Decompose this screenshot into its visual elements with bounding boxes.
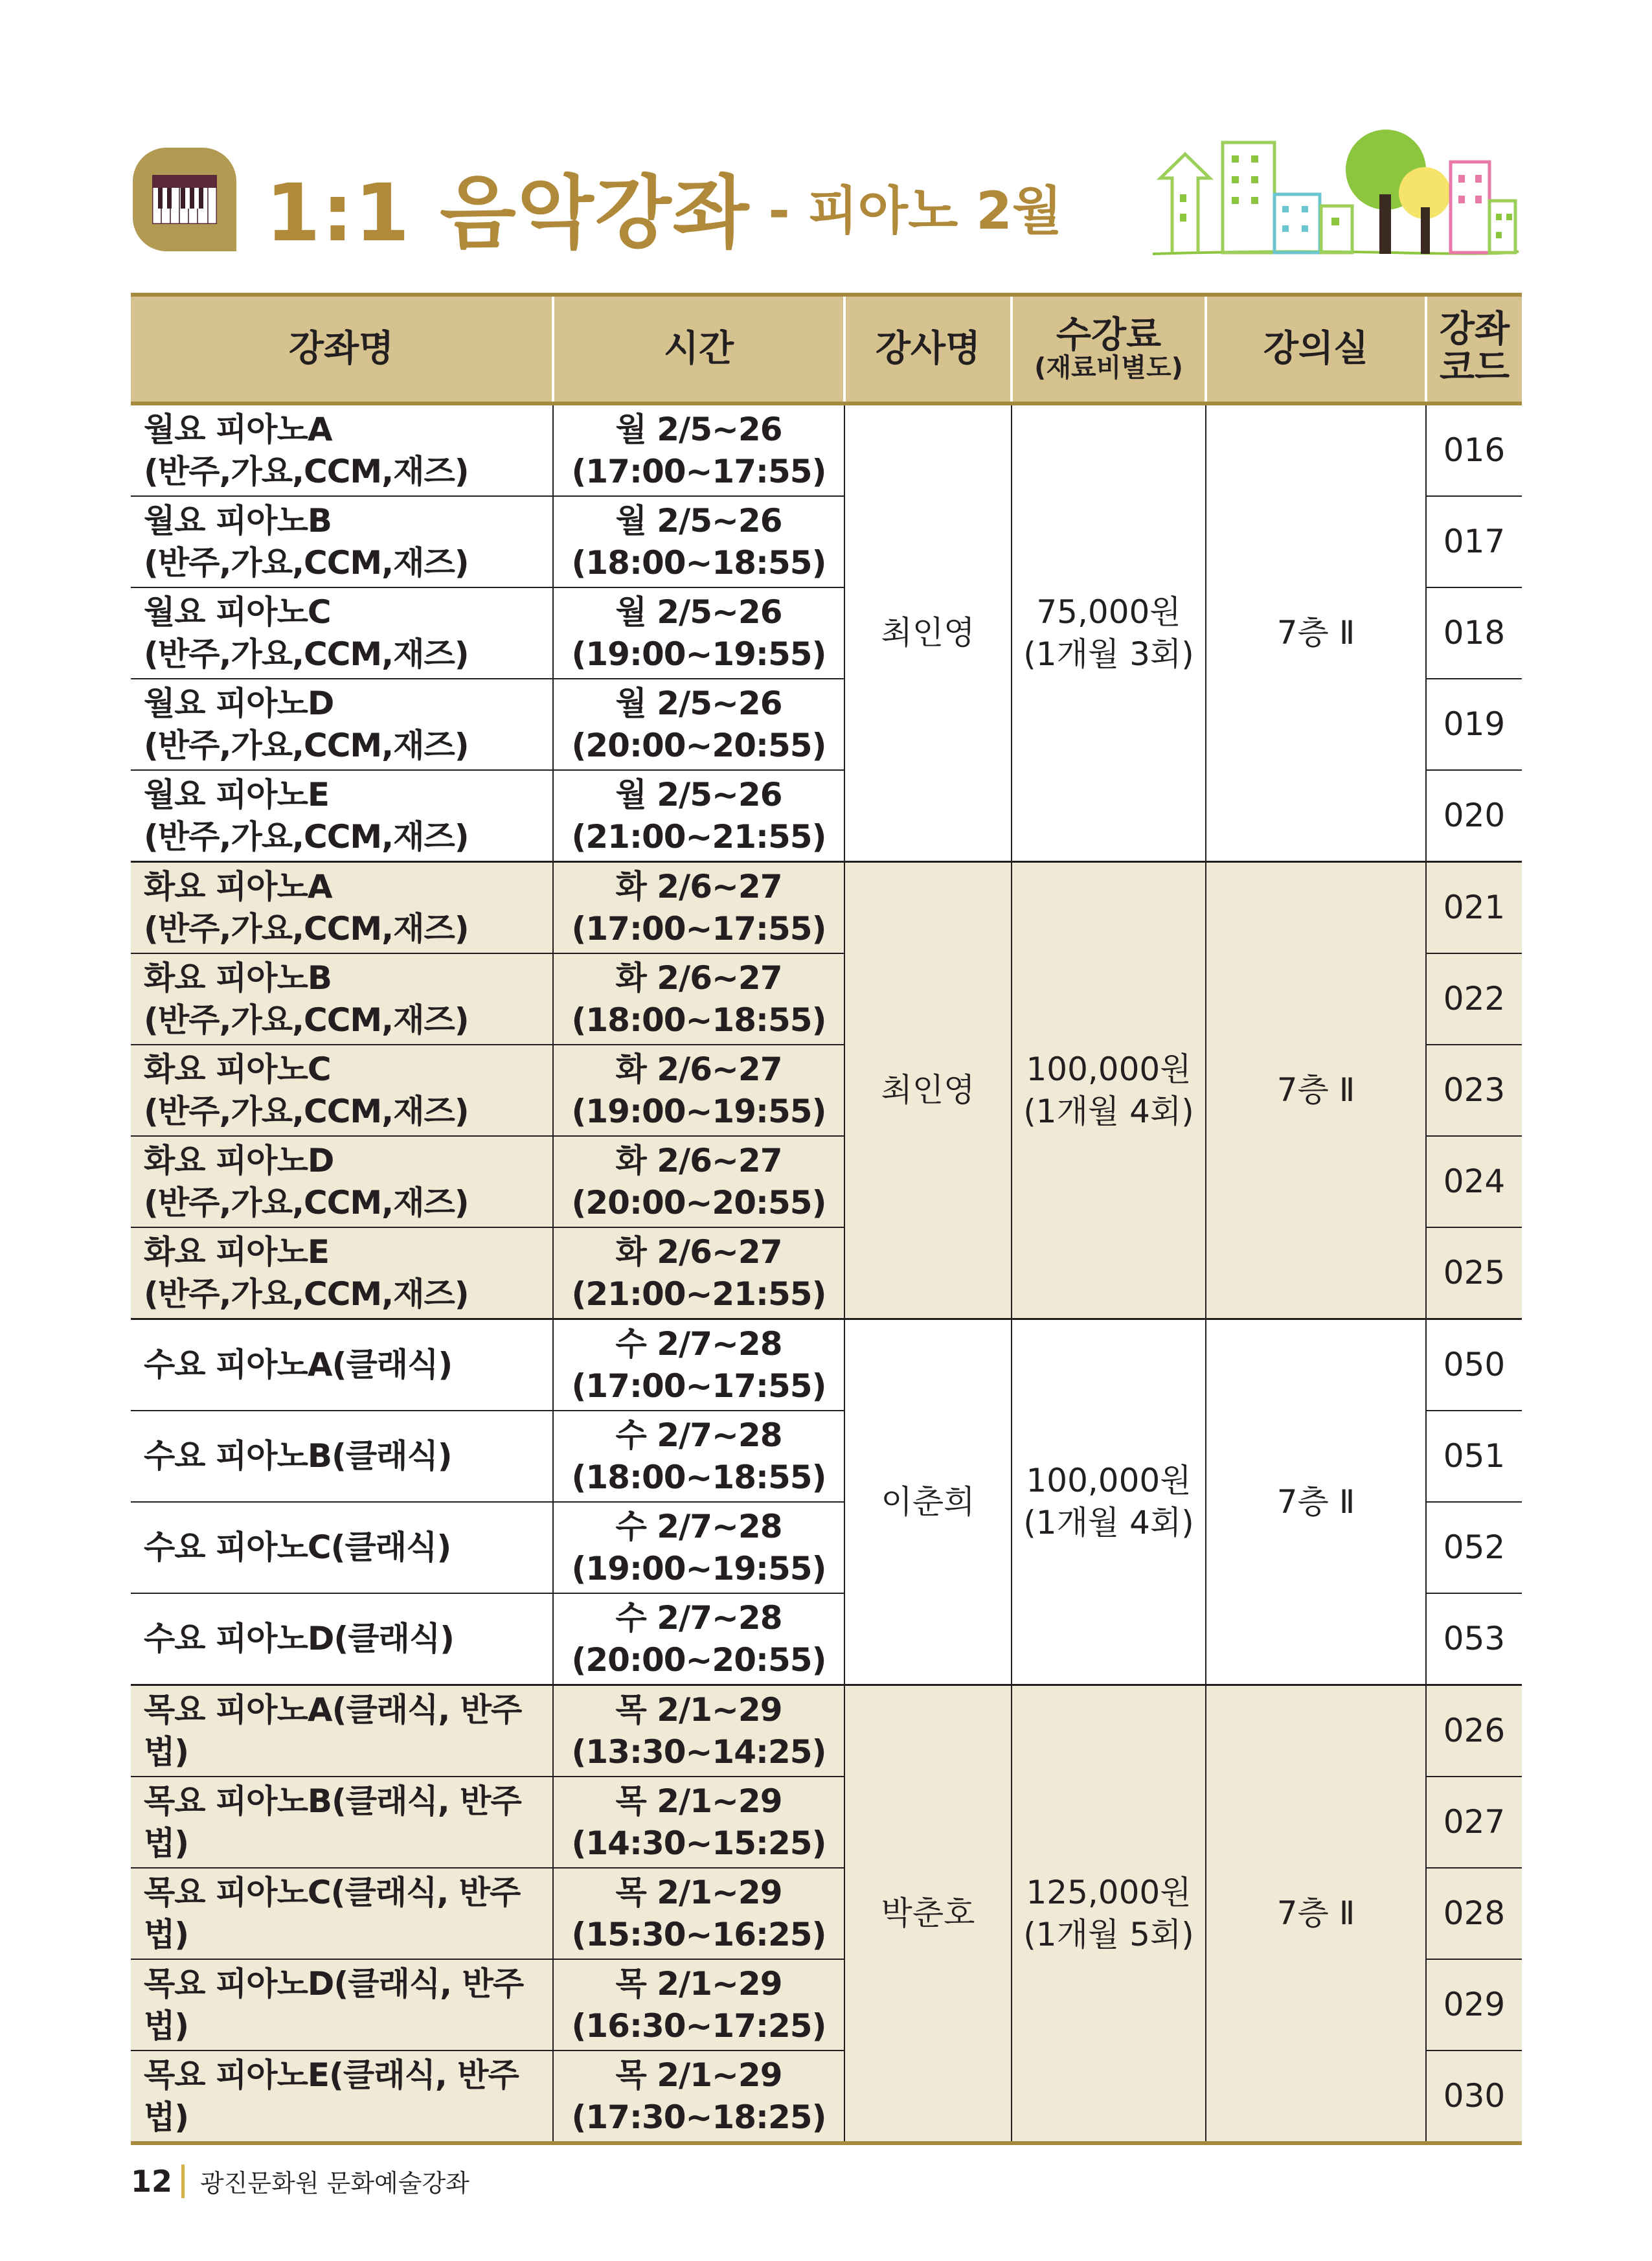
course-dates: 월 2/5~26 xyxy=(615,410,782,448)
fee-cell xyxy=(1012,862,1206,1319)
course-name: 월요 피아노B xyxy=(144,501,332,540)
course-name-cell xyxy=(131,1045,553,1136)
code-header-line1: 강좌 xyxy=(1439,308,1510,351)
code-header-line2: 코드 xyxy=(1439,347,1510,389)
course-code-cell: 023 xyxy=(1426,1045,1522,1136)
col-header-fee xyxy=(1012,295,1206,403)
course-schedule-table xyxy=(131,293,1522,2145)
course-name-cell xyxy=(131,1868,553,1959)
footer-divider xyxy=(181,2164,185,2198)
course-name-cell xyxy=(131,1593,553,1685)
course-code-cell: 018 xyxy=(1426,587,1522,679)
course-name: 목요 피아노C(클래식, 반주법) xyxy=(144,1873,521,1953)
course-genre: (반주,가요,CCM,재즈) xyxy=(144,1275,469,1313)
course-name: 목요 피아노B(클래식, 반주법) xyxy=(144,1782,521,1862)
course-dates: 수 2/7~28 xyxy=(615,1324,782,1363)
course-time-cell xyxy=(553,1868,844,1959)
fee-amount: 100,000원 xyxy=(1026,1462,1192,1499)
course-genre: (반주,가요,CCM,재즈) xyxy=(144,635,469,673)
col-header-instructor: 강사명 xyxy=(844,295,1012,403)
course-name-cell xyxy=(131,1319,553,1411)
course-dates: 월 2/5~26 xyxy=(615,593,782,631)
course-time-cell xyxy=(553,587,844,679)
col-header-code xyxy=(1426,295,1522,403)
course-hours: (19:00~19:55) xyxy=(571,635,826,673)
course-hours: (21:00~21:55) xyxy=(571,1275,826,1313)
course-time-cell xyxy=(553,1045,844,1136)
course-genre: (반주,가요,CCM,재즈) xyxy=(144,909,469,948)
course-code-cell: 019 xyxy=(1426,679,1522,770)
course-dates: 화 2/6~27 xyxy=(615,1233,782,1271)
course-name-cell xyxy=(131,1227,553,1319)
course-time-cell xyxy=(553,1777,844,1868)
course-time-cell xyxy=(553,403,844,496)
course-dates: 화 2/6~27 xyxy=(615,867,782,905)
course-time-cell xyxy=(553,1136,844,1227)
course-time-cell xyxy=(553,770,844,862)
course-hours: (19:00~19:55) xyxy=(571,1549,826,1587)
course-name-cell xyxy=(131,2051,553,2143)
course-code-cell: 016 xyxy=(1426,403,1522,496)
instructor-cell: 박춘호 xyxy=(844,1685,1012,2144)
course-code-cell: 030 xyxy=(1426,2051,1522,2143)
course-hours: (20:00~20:55) xyxy=(571,726,826,764)
fee-amount: 75,000원 xyxy=(1036,593,1181,631)
course-time-cell xyxy=(553,1227,844,1319)
table-row xyxy=(131,862,1522,954)
course-hours: (16:30~17:25) xyxy=(571,2006,826,2045)
course-name: 수요 피아노C(클래식) xyxy=(144,1528,451,1566)
course-code-cell: 050 xyxy=(1426,1319,1522,1411)
course-code-cell: 022 xyxy=(1426,953,1522,1045)
course-name: 수요 피아노D(클래식) xyxy=(144,1620,455,1657)
course-dates: 목 2/1~29 xyxy=(615,1873,782,1911)
course-name-cell xyxy=(131,862,553,954)
course-genre: (반주,가요,CCM,재즈) xyxy=(144,817,469,856)
course-dates: 목 2/1~29 xyxy=(615,1964,782,2003)
course-dates: 목 2/1~29 xyxy=(615,1690,782,1729)
fee-header-note: (재료비별도) xyxy=(1034,353,1183,383)
course-dates: 화 2/6~27 xyxy=(615,959,782,997)
course-genre: (반주,가요,CCM,재즈) xyxy=(144,1092,469,1130)
course-dates: 화 2/6~27 xyxy=(615,1141,782,1179)
fee-cell xyxy=(1012,1685,1206,2144)
course-name: 화요 피아노C xyxy=(144,1050,331,1088)
course-hours: (14:30~15:25) xyxy=(571,1824,826,1862)
fee-cell xyxy=(1012,403,1206,862)
page-title xyxy=(266,141,1062,271)
table-header-row xyxy=(131,295,1522,403)
course-dates: 수 2/7~28 xyxy=(615,1416,782,1454)
course-name: 화요 피아노B xyxy=(144,959,332,997)
course-code-cell: 025 xyxy=(1426,1227,1522,1319)
page-number: 12 xyxy=(131,2163,173,2199)
course-code-cell: 024 xyxy=(1426,1136,1522,1227)
course-time-cell xyxy=(553,496,844,587)
course-code-cell: 021 xyxy=(1426,862,1522,954)
course-name: 월요 피아노E xyxy=(144,775,330,813)
course-hours: (17:00~17:55) xyxy=(571,452,826,490)
fee-sessions: (1개월 3회) xyxy=(1023,635,1194,673)
instructor-cell: 최인영 xyxy=(844,403,1012,862)
course-name: 목요 피아노E(클래식, 반주법) xyxy=(144,2056,519,2136)
course-code-cell: 029 xyxy=(1426,1959,1522,2051)
course-hours: (17:00~17:55) xyxy=(571,909,826,948)
course-code-cell: 028 xyxy=(1426,1868,1522,1959)
course-time-cell xyxy=(553,862,844,954)
piano-icon xyxy=(133,148,236,259)
course-hours: (13:30~14:25) xyxy=(571,1733,826,1771)
course-time-cell xyxy=(553,679,844,770)
course-genre: (반주,가요,CCM,재즈) xyxy=(144,1001,469,1039)
course-code-cell: 051 xyxy=(1426,1411,1522,1502)
course-name-cell xyxy=(131,496,553,587)
course-hours: (18:00~18:55) xyxy=(571,1001,826,1039)
course-hours: (18:00~18:55) xyxy=(571,543,826,582)
room-cell: 7층 Ⅱ xyxy=(1206,403,1426,862)
course-name: 화요 피아노E xyxy=(144,1233,330,1271)
course-time-cell xyxy=(553,1411,844,1502)
course-name-cell xyxy=(131,1411,553,1502)
footer-text: 광진문화원 문화예술강좌 xyxy=(200,2169,470,2198)
course-time-cell xyxy=(553,2051,844,2143)
course-name: 수요 피아노A(클래식) xyxy=(144,1346,453,1383)
title-sub: - 피아노 2월 xyxy=(768,180,1063,241)
course-dates: 월 2/5~26 xyxy=(615,775,782,813)
city-trees-decoration xyxy=(1146,117,1522,266)
instructor-cell: 이춘희 xyxy=(844,1319,1012,1685)
room-cell: 7층 Ⅱ xyxy=(1206,862,1426,1319)
room-cell: 7층 Ⅱ xyxy=(1206,1685,1426,2144)
table-row xyxy=(131,1319,1522,1411)
instructor-cell: 최인영 xyxy=(844,862,1012,1319)
course-hours: (15:30~16:25) xyxy=(571,1915,826,1953)
course-hours: (17:30~18:25) xyxy=(571,2098,826,2136)
room-cell: 7층 Ⅱ xyxy=(1206,1319,1426,1685)
course-code-cell: 020 xyxy=(1426,770,1522,862)
col-header-room: 강의실 xyxy=(1206,295,1426,403)
table-row xyxy=(131,403,1522,496)
course-name: 월요 피아노D xyxy=(144,684,334,722)
course-name: 목요 피아노A(클래식, 반주법) xyxy=(144,1690,522,1771)
course-code-cell: 052 xyxy=(1426,1502,1522,1593)
fee-sessions: (1개월 4회) xyxy=(1023,1092,1194,1130)
fee-sessions: (1개월 5회) xyxy=(1023,1915,1194,1953)
course-name-cell xyxy=(131,587,553,679)
course-genre: (반주,가요,CCM,재즈) xyxy=(144,1183,469,1221)
course-hours: (21:00~21:55) xyxy=(571,817,826,856)
course-name: 화요 피아노A xyxy=(144,867,332,905)
course-name-cell xyxy=(131,1136,553,1227)
course-time-cell xyxy=(553,953,844,1045)
course-time-cell xyxy=(553,1959,844,2051)
course-code-cell: 027 xyxy=(1426,1777,1522,1868)
course-hours: (17:00~17:55) xyxy=(571,1367,826,1405)
title-main: 1:1 음악강좌 xyxy=(266,166,751,259)
course-name: 월요 피아노A xyxy=(144,410,332,448)
course-hours: (20:00~20:55) xyxy=(571,1183,826,1221)
course-name: 목요 피아노D(클래식, 반주법) xyxy=(144,1964,524,2045)
course-genre: (반주,가요,CCM,재즈) xyxy=(144,452,469,490)
course-time-cell xyxy=(553,1502,844,1593)
fee-sessions: (1개월 4회) xyxy=(1023,1504,1194,1541)
course-dates: 수 2/7~28 xyxy=(615,1598,782,1637)
col-header-name: 강좌명 xyxy=(131,295,553,403)
fee-amount: 125,000원 xyxy=(1026,1873,1192,1911)
course-dates: 수 2/7~28 xyxy=(615,1507,782,1545)
course-code-cell: 026 xyxy=(1426,1685,1522,1777)
course-name-cell xyxy=(131,1685,553,1777)
course-genre: (반주,가요,CCM,재즈) xyxy=(144,543,469,582)
course-genre: (반주,가요,CCM,재즈) xyxy=(144,726,469,764)
course-dates: 목 2/1~29 xyxy=(615,1782,782,1820)
table-row xyxy=(131,1685,1522,1777)
course-time-cell xyxy=(553,1593,844,1685)
course-name: 월요 피아노C xyxy=(144,593,331,631)
course-time-cell xyxy=(553,1685,844,1777)
course-hours: (20:00~20:55) xyxy=(571,1641,826,1679)
course-dates: 월 2/5~26 xyxy=(615,501,782,540)
course-name-cell xyxy=(131,1959,553,2051)
course-name-cell xyxy=(131,679,553,770)
course-name: 수요 피아노B(클래식) xyxy=(144,1437,452,1475)
fee-amount: 100,000원 xyxy=(1026,1050,1192,1088)
course-hours: (18:00~18:55) xyxy=(571,1458,826,1496)
course-code-cell: 053 xyxy=(1426,1593,1522,1685)
course-name-cell xyxy=(131,403,553,496)
course-code-cell: 017 xyxy=(1426,496,1522,587)
col-header-time: 시간 xyxy=(553,295,844,403)
course-name-cell xyxy=(131,953,553,1045)
course-dates: 목 2/1~29 xyxy=(615,2056,782,2094)
course-dates: 월 2/5~26 xyxy=(615,684,782,722)
course-time-cell xyxy=(553,1319,844,1411)
course-name: 화요 피아노D xyxy=(144,1141,334,1179)
page-footer xyxy=(131,2163,470,2199)
course-hours: (19:00~19:55) xyxy=(571,1092,826,1130)
fee-header-label: 수강료 xyxy=(1056,313,1162,356)
course-name-cell xyxy=(131,1502,553,1593)
fee-cell xyxy=(1012,1319,1206,1685)
course-name-cell xyxy=(131,770,553,862)
course-dates: 화 2/6~27 xyxy=(615,1050,782,1088)
course-name-cell xyxy=(131,1777,553,1868)
